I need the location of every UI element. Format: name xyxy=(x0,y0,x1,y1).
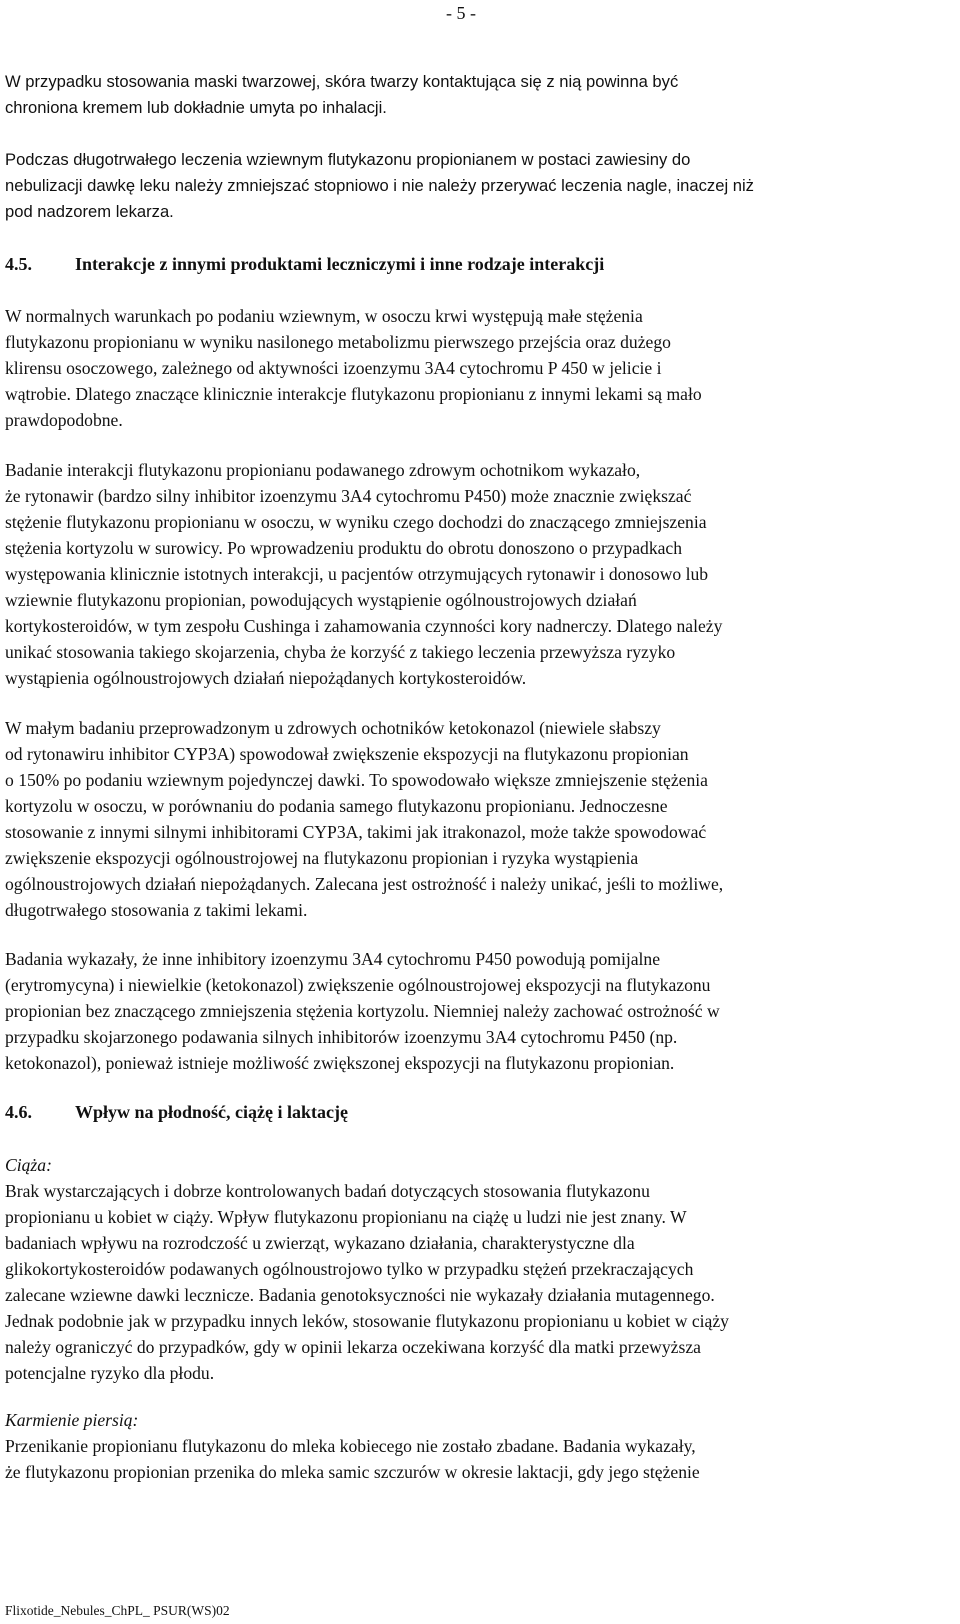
document-footer: Flixotide_Nebules_ChPL_ PSUR(WS)02 xyxy=(5,1603,230,1618)
text-line: że rytonawir (bardzo silny inhibitor izoenzymu 3A4 cytochromu P450) może znacznie zwiększać xyxy=(5,486,692,506)
text-line: od rytonawiru inhibitor CYP3A) spowodował zwiększenie ekspozycji na flutykazonu propionian xyxy=(5,744,689,764)
text-line: unikać stosowania takiego skojarzenia, chyba że korzyść z takiego leczenia przewyższa ryzyko xyxy=(5,642,676,662)
paragraph-breastfeeding xyxy=(5,1433,955,1485)
text-line: wystąpienia ogólnoustrojowych działań niepożądanych kortykosteroidów. xyxy=(5,668,527,688)
text-line: Przenikanie propionianu flutykazonu do mleka kobiecego nie zostało zbadane. Badania wykazały, xyxy=(5,1436,696,1456)
text-line: Podczas długotrwałego leczenia wziewnym flutykazonu propionianem w postaci zawiesiny do xyxy=(5,150,691,169)
text-line: stężenie flutykazonu propionianu w osoczu, w wyniku czego dochodzi do znaczącego zmniejszenia xyxy=(5,512,707,532)
subheading-pregnancy: Ciąża: xyxy=(5,1155,52,1175)
text-line: o 150% po podaniu wziewnym pojedynczej dawki. To spowodowało większe zmniejszenie stężenia xyxy=(5,770,708,790)
paragraph-other-inhibitors xyxy=(5,946,955,1076)
section-number: 4.5. xyxy=(5,254,32,274)
text-line: W przypadku stosowania maski twarzowej, skóra twarzy kontaktująca się z nią powinna być xyxy=(5,72,679,91)
subheading-breastfeeding: Karmienie piersią: xyxy=(5,1410,139,1430)
text-line: kortykosteroidów, w tym zespołu Cushinga i zahamowania czynności kory nadnerczy. Dlatego należy xyxy=(5,616,723,636)
paragraph-ketoconazole-study xyxy=(5,715,955,923)
paragraph-normal-conditions xyxy=(5,303,955,433)
page-number: - 5 - xyxy=(446,3,476,23)
text-line: Badania wykazały, że inne inhibitory izoenzymu 3A4 cytochromu P450 powodują pomijalne xyxy=(5,949,661,969)
text-line: ogólnoustrojowych działań niepożądanych. Zalecana jest ostrożność i należy unikać, jeśli to możliwe, xyxy=(5,874,724,894)
text-line: potencjalne ryzyko dla płodu. xyxy=(5,1363,215,1383)
text-line: że flutykazonu propionian przenika do mleka samic szczurów w okresie laktacji, gdy jego stężenie xyxy=(5,1462,700,1482)
section-title: Wpływ na płodność, ciążę i laktację xyxy=(75,1102,348,1122)
text-line: wątrobie. Dlatego znaczące klinicznie interakcje flutykazonu propionianu z innymi lekami są mało xyxy=(5,384,702,404)
text-line: przypadku skojarzonego podawania silnych inhibitorów izoenzymu 3A4 cytochromu P450 (np. xyxy=(5,1027,678,1047)
text-line: chroniona kremem lub dokładnie umyta po inhalacji. xyxy=(5,98,387,117)
text-line: występowania klinicznie istotnych interakcji, u pacjentów otrzymujących rytonawir i donosowo lub xyxy=(5,564,709,584)
text-line: prawdopodobne. xyxy=(5,410,123,430)
text-line: glikokortykosteroidów podawanych ogólnoustrojowo tylko w przypadku stężeń przekraczających xyxy=(5,1259,694,1279)
text-line: Jednak podobnie jak w przypadku innych leków, stosowanie flutykazonu propionianu u kobiet w ciąży xyxy=(5,1311,729,1331)
text-line: należy ograniczyć do przypadków, gdy w opinii lekarza oczekiwana korzyść dla matki przewyższa xyxy=(5,1337,701,1357)
paragraph-face-mask xyxy=(5,69,955,121)
text-line: kortyzolu w osoczu, w porównaniu do podania samego flutykazonu propionianu. Jednoczesne xyxy=(5,796,668,816)
section-title: Interakcje z innymi produktami leczniczymi i inne rodzaje interakcji xyxy=(75,254,605,274)
text-line: klirensu osoczowego, zależnego od aktywności izoenzymu 3A4 cytochromu P 450 w jelicie i xyxy=(5,358,662,378)
text-line: Brak wystarczających i dobrze kontrolowanych badań dotyczących stosowania flutykazonu xyxy=(5,1181,650,1201)
text-line: Badanie interakcji flutykazonu propionianu podawanego zdrowym ochotnikom wykazało, xyxy=(5,460,641,480)
text-line: W normalnych warunkach po podaniu wziewnym, w osoczu krwi występują małe stężenia xyxy=(5,306,643,326)
text-line: stosowanie z innymi silnymi inhibitorami CYP3A, takimi jak itrakonazol, może także spowodować xyxy=(5,822,707,842)
text-line: nebulizacji dawkę leku należy zmniejszać stopniowo i nie należy przerywać leczenia nagle, inaczej niż xyxy=(5,176,754,195)
text-line: propionian bez znaczącego zmniejszenia stężenia kortyzolu. Niemniej należy zachować ostrożność w xyxy=(5,1001,720,1021)
text-line: wziewnie flutykazonu propionian, powodujących wystąpienie ogólnoustrojowych działań xyxy=(5,590,637,610)
text-line: długotrwałego stosowania z takimi lekami. xyxy=(5,900,308,920)
text-line: propionianu u kobiet w ciąży. Wpływ flutykazonu propionianu na ciążę u ludzi nie jest znany. W xyxy=(5,1207,687,1227)
paragraph-ritonavir-study xyxy=(5,457,955,691)
section-number: 4.6. xyxy=(5,1102,32,1122)
text-line: pod nadzorem lekarza. xyxy=(5,202,174,221)
text-line: W małym badaniu przeprowadzonym u zdrowych ochotników ketokonazol (niewiele słabszy xyxy=(5,718,661,738)
text-line: badaniach wpływu na rozrodczość u zwierząt, wykazano działania, charakterystyczne dla xyxy=(5,1233,635,1253)
paragraph-pregnancy xyxy=(5,1178,955,1386)
section-heading-4-6 xyxy=(5,1102,348,1123)
text-line: flutykazonu propionianu w wyniku nasilonego metabolizmu pierwszego przejścia oraz dużego xyxy=(5,332,671,352)
section-heading-4-5 xyxy=(5,254,604,275)
text-line: zalecane wziewne dawki lecznicze. Badania genotoksyczności nie wykazały działania mutagennego. xyxy=(5,1285,715,1305)
paragraph-long-term-treatment xyxy=(5,147,955,225)
text-line: zwiększenie ekspozycji ogólnoustrojowej na flutykazonu propionian i ryzyka wystąpienia xyxy=(5,848,639,868)
text-line: (erytromycyna) i niewielkie (ketokonazol) zwiększenie ogólnoustrojowej ekspozycji na flutykazonu xyxy=(5,975,711,995)
text-line: stężenia kortyzolu w surowicy. Po wprowadzeniu produktu do obrotu donoszono o przypadkach xyxy=(5,538,683,558)
text-line: ketokonazol), ponieważ istnieje możliwość zwiększonej ekspozycji na flutykazonu propionian. xyxy=(5,1053,675,1073)
